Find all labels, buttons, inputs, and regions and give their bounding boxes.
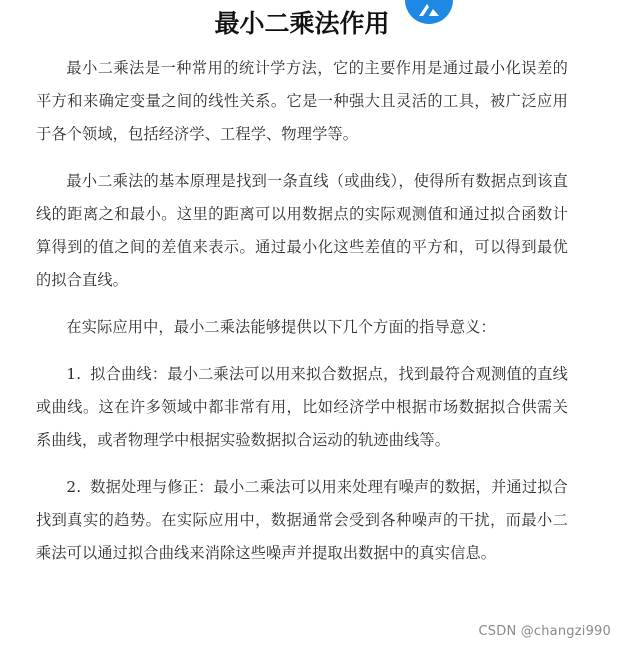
list-item-number: 2. [66,478,82,496]
page-title: 最小二乘法作用 [214,9,390,38]
csdn-watermark: CSDN @changzi990 [478,624,611,639]
list-item-text: 数据处理与修正：最小二乘法可以用来处理有噪声的数据，并通过拟合找到真实的趋势。在实际应用中，数据通常会受到各种噪声的干扰，而最小二乘法可以通过拟合曲线来消除这些噪声并提取出数据中的真实信息。 [36,478,568,562]
paragraph-intro: 最小二乘法是一种常用的统计学方法，它的主要作用是通过最小化误差的平方和来确定变量之间的线性关系。它是一种强大且灵活的工具，被广泛应用于各个领域，包括经济学、工程学、物理学等。 [36,59,568,143]
list-item [36,471,568,570]
paragraph-applications-intro: 在实际应用中，最小二乘法能够提供以下几个方面的指导意义： [66,318,496,336]
paragraph-principle: 最小二乘法的基本原理是找到一条直线（或曲线），使得所有数据点到该直线的距离之和最小。这里的距离可以用数据点的实际观测值和通过拟合函数计算得到的值之间的差值来表示。通过最小化这些差值的平方和，可以得到最优的拟合直线。 [36,172,568,289]
list-item-number: 1. [66,365,82,383]
list-item-text: 拟合曲线：最小二乘法可以用来拟合数据点，找到最符合观测值的直线或曲线。这在许多领域中都非常有用，比如经济学中根据市场数据拟合供需关系曲线，或者物理学中根据实验数据拟合运动的轨迹曲线等。 [36,365,568,449]
list-item [36,358,568,457]
article-body [36,52,568,584]
